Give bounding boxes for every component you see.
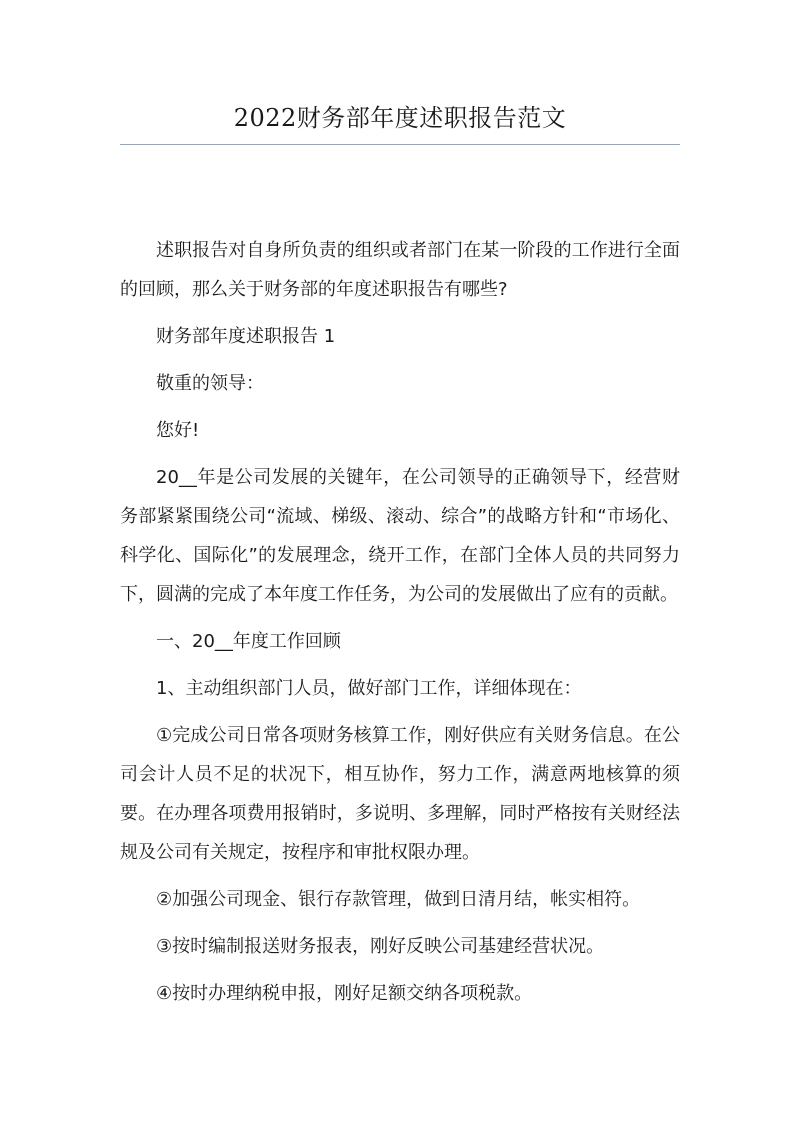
paragraph-greeting: 您好! [156, 420, 200, 441]
title-underline [120, 144, 680, 145]
paragraph-overview: 20__年是公司发展的关键年，在公司领导的正确领导下，经营财务部紧紧围绕公司“流域、梯级、滚动、综合”的战略方针和“市场化、科学化、国际化”的发展理念，绕开工作，在部门全体人员的共同努力下，圆满的完成了本年度工作任务，为公司的发展做出了应有的贡献。 [120, 467, 680, 605]
paragraph-section-heading: 一、20__年度工作回顾 [156, 631, 341, 652]
paragraph-subitem-1: ①完成公司日常各项财务核算工作，刚好供应有关财务信息。在公司会计人员不足的状况下，相互协作，努力工作，满意两地核算的须要。在办理各项费用报销时，多说明、多理解，同时严格按有关财经法规及公司有关规定，按程序和审批权限办理。 [120, 725, 680, 863]
document-title: 2022财务部年度述职报告范文 [233, 104, 567, 132]
paragraph-item-1: 1、主动组织部门人员，做好部门工作，详细体现在： [156, 678, 582, 699]
paragraph-subitem-2: ②加强公司现金、银行存款管理，做到日清月结，帐实相符。 [156, 889, 641, 910]
paragraph-report-heading: 财务部年度述职报告 1 [156, 326, 336, 347]
paragraph-intro: 述职报告对自身所负责的组织或者部门在某一阶段的工作进行全面的回顾，那么关于财务部的年度述职报告有哪些? [120, 240, 680, 300]
paragraph-subitem-4: ④按时办理纳税申报，刚好足额交纳各项税款。 [156, 983, 533, 1004]
paragraph-subitem-3: ③按时编制报送财务报表，刚好反映公司基建经营状况。 [156, 936, 605, 957]
document-body [120, 231, 680, 1021]
paragraph-salutation: 敬重的领导： [156, 373, 264, 394]
